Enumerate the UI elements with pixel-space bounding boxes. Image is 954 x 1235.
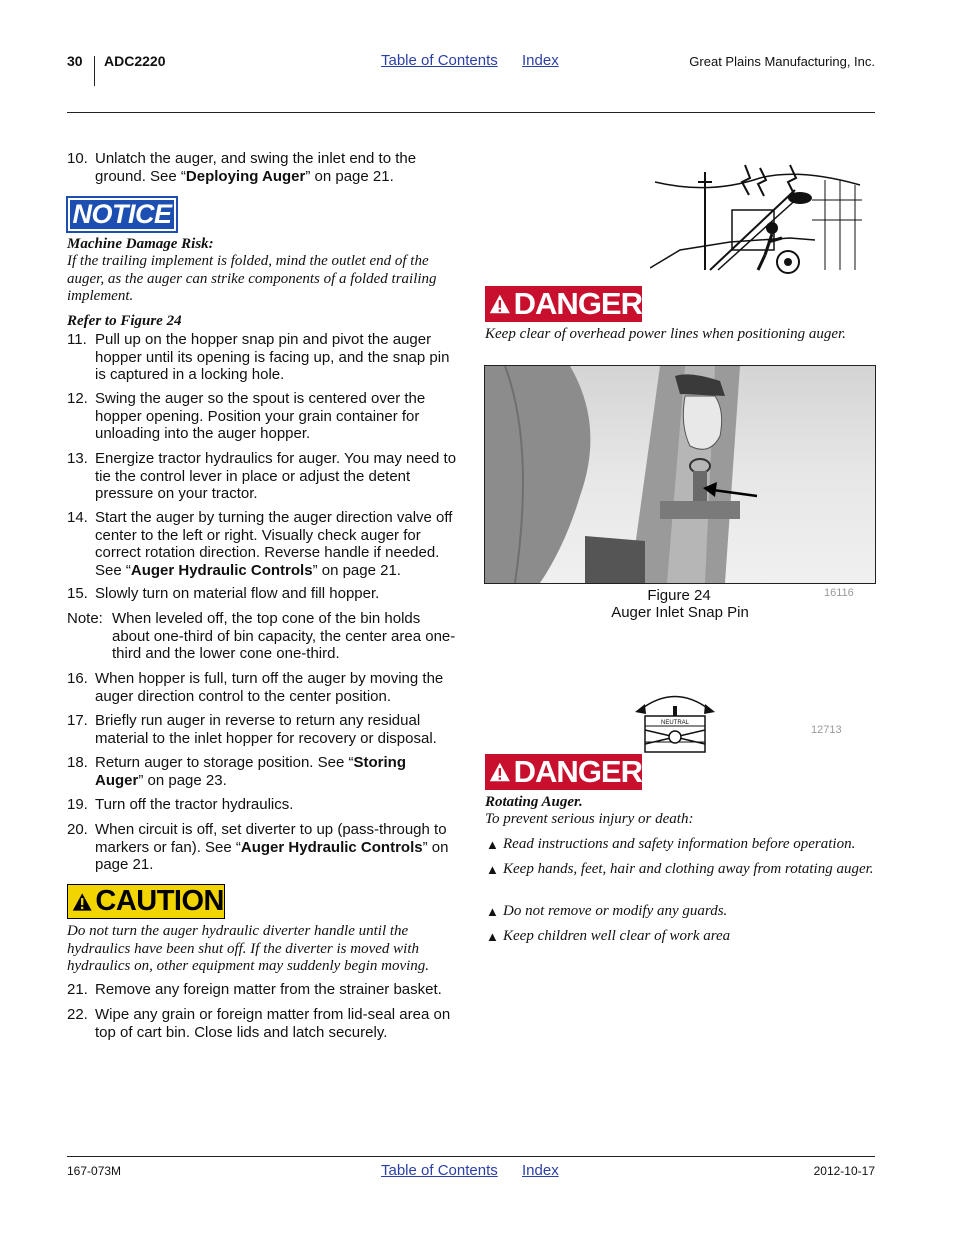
caution-body: Do not turn the auger hydraulic diverter handle until the hydraulics have been shut off. If the diverter is moved with hydraulics on, other equipment may suddenly begin moving. (67, 923, 430, 974)
bullet-triangle-icon: ▲ (486, 837, 499, 852)
revision-date: 2012-10-17 (813, 1164, 875, 1178)
danger-signal-word-1: DANGER (485, 286, 642, 322)
danger-1-text: Keep clear of overhead power lines when positioning auger. (485, 326, 846, 342)
step-18: 18. Return auger to storage position. See “Storing Auger” on page 23. (67, 754, 406, 789)
bullet-triangle-icon: ▲ (486, 904, 499, 919)
notice-signal-word: NOTICE (68, 198, 176, 231)
figure-number: Figure 24 (647, 587, 711, 604)
step-19: 19. Turn off the tractor hydraulics. (67, 796, 294, 813)
header-rule (67, 112, 875, 113)
step-13: 13. Energize tractor hydraulics for auger. You may need to tie the control lever in place or adjust the detent pressure on your tractor. (67, 450, 457, 502)
page-number: 30 (67, 53, 83, 69)
step-21: 21. Remove any foreign matter from the strainer basket. (67, 981, 442, 998)
step-11: 11. Pull up on the hopper snap pin and pivot the auger hopper until its opening is facing up, and the snap pin is captured in a locking hole. (67, 331, 450, 383)
warning-triangle-icon (489, 291, 511, 317)
caution-signal-word: CAUTION (67, 884, 225, 919)
power-line-hazard-illustration (650, 160, 865, 275)
decal-id: 12713 (811, 724, 842, 736)
step-10: 10. Unlatch the auger, and swing the inlet end to the ground. See “Deploying Auger” on page 21. (67, 150, 417, 185)
index-link-bottom[interactable]: Index (522, 1162, 559, 1179)
bullet-triangle-icon: ▲ (486, 862, 499, 877)
bullet-triangle-icon: ▲ (486, 929, 499, 944)
decal-neutral-text: NEUTRAL (660, 720, 690, 726)
danger-bullet: ▲ Read instructions and safety information before operation. (486, 836, 856, 852)
toc-link-bottom[interactable]: Table of Contents (381, 1162, 498, 1179)
step-20: 20. When circuit is off, set diverter to up (pass-through to markers or fan). See “Auger Hydraulic Controls” on page 21. (67, 821, 449, 873)
refer-figure: Refer to Figure 24 (67, 313, 182, 329)
figure-caption: Auger Inlet Snap Pin (611, 604, 749, 621)
doc-number: 167-073M (67, 1164, 122, 1178)
step-14: 14. Start the auger by turning the auger direction valve off center to the left or right. Visually check auger for correct rotation direction. Reverse handle if needed. See “Auger Hydraulic Controls” on page 21. (67, 509, 453, 579)
toc-link-top[interactable]: Table of Contents (381, 52, 498, 69)
company-name: Great Plains Manufacturing, Inc. (689, 54, 875, 69)
danger-signal-word-2: DANGER (485, 754, 642, 790)
warning-triangle-icon (489, 759, 511, 785)
step-16: 16. When hopper is full, turn off the auger by moving the auger direction control to the center position. (67, 670, 444, 705)
warning-triangle-icon (72, 890, 92, 914)
step-15: 15. Slowly turn on material flow and fill hopper. (67, 585, 380, 602)
danger-bullet: ▲ Keep children well clear of work area (486, 928, 731, 944)
figure-id: 16116 (824, 587, 854, 599)
danger-bullet: ▲ Keep hands, feet, hair and clothing away from rotating auger. (486, 861, 874, 877)
step-12: 12. Swing the auger so the spout is centered over the hopper opening. Position your grain container for unloading into the auger hopper. (67, 390, 426, 442)
step-22: 22. Wipe any grain or foreign matter from lid-seal area on top of cart bin. Close lids and latch securely. (67, 1006, 451, 1041)
danger-bullet: ▲ Do not remove or modify any guards. (486, 903, 728, 919)
header-divider (94, 56, 95, 86)
model-name: ADC2220 (104, 53, 166, 69)
index-link-top[interactable]: Index (522, 52, 559, 69)
notice-title: Machine Damage Risk: (67, 236, 214, 252)
auger-direction-decal (630, 688, 720, 754)
note: Note: When leveled off, the top cone of the bin holds about one-third of bin capacity, the center area one-third and the lower cone one-third. (67, 610, 456, 662)
notice-body: If the trailing implement is folded, mind the outlet end of the auger, as the auger can strike components of a folded trailing implement. (67, 253, 437, 304)
auger-snap-pin-photo (484, 365, 876, 584)
danger-2-subtitle: To prevent serious injury or death: (485, 811, 694, 827)
danger-2-title: Rotating Auger. (485, 794, 583, 810)
footer-rule (67, 1156, 875, 1157)
step-17: 17. Briefly run auger in reverse to return any residual material to the inlet hopper for recovery or disposal. (67, 712, 437, 747)
